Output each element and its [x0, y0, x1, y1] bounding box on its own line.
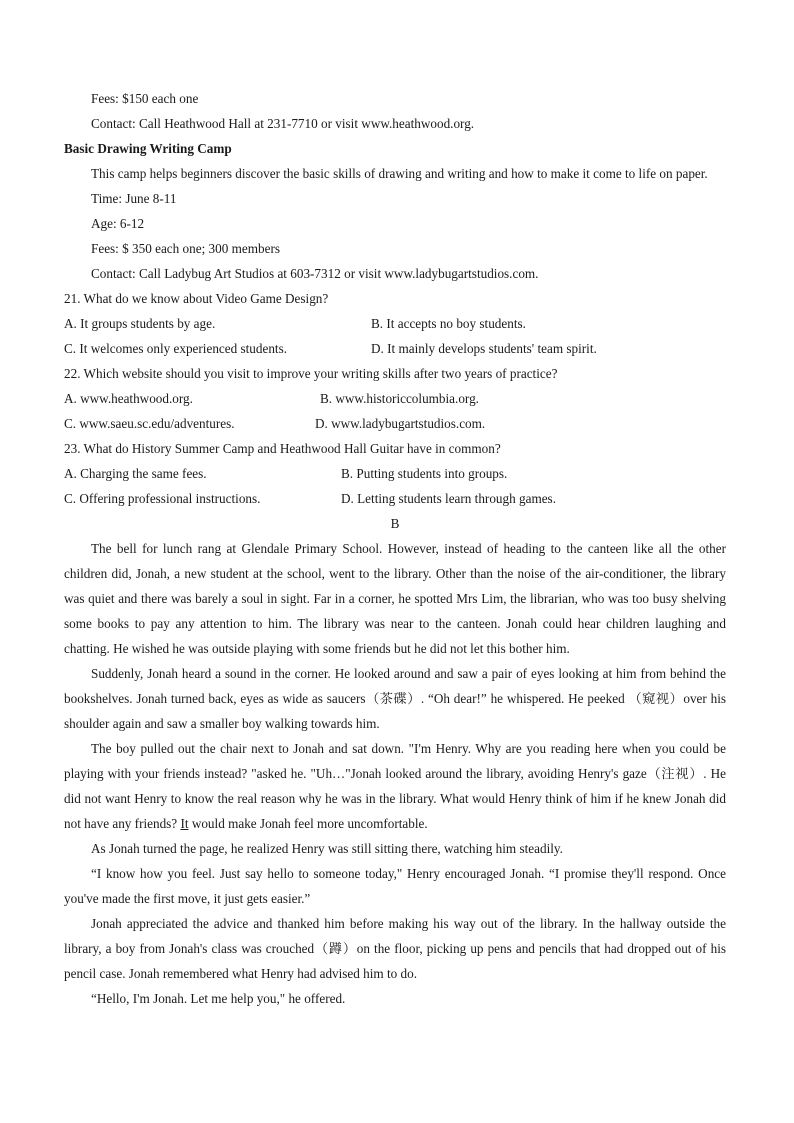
passage-b-paragraph-4: As Jonah turned the page, he realized Henry was still sitting there, watching him steadily. [91, 841, 563, 856]
question-22-option-b: B. www.historiccolumbia.org. [320, 391, 479, 406]
passage-b-paragraph-5: “I know how you feel. Just say hello to someone today," Henry encouraged Jonah. “I promise they'll respond. Once you've made the first move, it just gets easier.” [64, 866, 726, 906]
paragraph-3-text-before: The boy pulled out the chair next to Jonah and sat down. "I'm Henry. Why are you reading here when you could be playing with your friends instead? "asked he. "Uh…"Jonah looked around the library, avoiding Henry's gaze（注视）. He did not want Henry to know the real reason why he was in the library. What would Henry think of him if he knew Jonah did not have any friends? [64, 741, 726, 831]
passage-b-label: B [390, 516, 400, 531]
question-23-option-a: A. Charging the same fees. [64, 466, 207, 481]
question-21-option-c: C. It welcomes only experienced students. [64, 341, 288, 356]
camp-d-time: Time: June 8-11 [91, 191, 177, 206]
question-23-options-row-1 [64, 461, 726, 486]
question-23-option-b: B. Putting students into groups. [341, 466, 508, 481]
question-22-option-a: A. www.heathwood.org. [64, 391, 193, 406]
camp-d-fees: Fees: $ 350 each one; 300 members [91, 241, 280, 256]
passage-b-paragraph-1: The bell for lunch rang at Glendale Primary School. However, instead of heading to the canteen like all the other children did, Jonah, a new student at the school, went to the library. Other than the noise of the air-conditioner, the library was quiet and there was barely a soul in sight. Far in a corner, he spotted Mrs Lim, the librarian, who was too busy shelving some books to pay any attention to him. The library was near to the canteen. Jonah could hear children laughing and chatting. He wished he was outside playing with some friends but he did not let this bother him. [64, 541, 726, 656]
question-23-option-c: C. Offering professional instructions. [64, 491, 261, 506]
document-page [64, 86, 726, 1011]
question-23-option-d: D. Letting students learn through games. [341, 491, 556, 506]
question-22-option-c: C. www.saeu.sc.edu/adventures. [64, 416, 235, 431]
question-23-stem: 23. What do History Summer Camp and Heathwood Hall Guitar have in common? [64, 441, 501, 456]
passage-b-paragraph-6: Jonah appreciated the advice and thanked him before making his way out of the library. In the hallway outside the library, a boy from Jonah's class was crouched（蹲）on the floor, picking up pens and pencils that had dropped out of his pencil case. Jonah remembered what Henry had advised him to do. [64, 916, 726, 981]
passage-b-paragraph-7: “Hello, I'm Jonah. Let me help you," he offered. [91, 991, 346, 1006]
question-21-stem: 21. What do we know about Video Game Design? [64, 291, 329, 306]
question-22-stem: 22. Which website should you visit to improve your writing skills after two years of practice? [64, 366, 558, 381]
camp-d-description: This camp helps beginners discover the basic skills of drawing and writing and how to make it come to life on paper. [91, 166, 708, 181]
question-21-options-row-2 [64, 336, 726, 361]
camp-d-title: Basic Drawing Writing Camp [64, 141, 232, 156]
question-22-options-row-1 [64, 386, 726, 411]
camp-c-fees: Fees: $150 each one [91, 91, 199, 106]
camp-c-contact: Contact: Call Heathwood Hall at 231-7710 or visit www.heathwood.org. [91, 116, 475, 131]
passage-b-paragraph-3 [64, 736, 726, 836]
question-22-option-d: D. www.ladybugartstudios.com. [315, 416, 486, 431]
underlined-word-it: It [180, 816, 189, 831]
question-21-option-d: D. It mainly develops students' team spirit. [371, 341, 597, 356]
question-22-options-row-2 [64, 411, 726, 436]
question-23-options-row-2 [64, 486, 726, 511]
question-21-option-b: B. It accepts no boy students. [371, 316, 526, 331]
camp-d-contact: Contact: Call Ladybug Art Studios at 603-7312 or visit www.ladybugartstudios.com. [91, 266, 539, 281]
camp-d-age: Age: 6-12 [91, 216, 145, 231]
paragraph-3-text-after: would make Jonah feel more uncomfortable. [188, 816, 428, 831]
question-21-options-row-1 [64, 311, 726, 336]
passage-b-paragraph-2: Suddenly, Jonah heard a sound in the corner. He looked around and saw a pair of eyes looking at him from behind the bookshelves. Jonah turned back, eyes as wide as saucers（茶碟）. “Oh dear!” he whispered. He peeked （窥视）over his shoulder again and saw a smaller boy walking towards him. [64, 666, 726, 731]
question-21-option-a: A. It groups students by age. [64, 316, 216, 331]
